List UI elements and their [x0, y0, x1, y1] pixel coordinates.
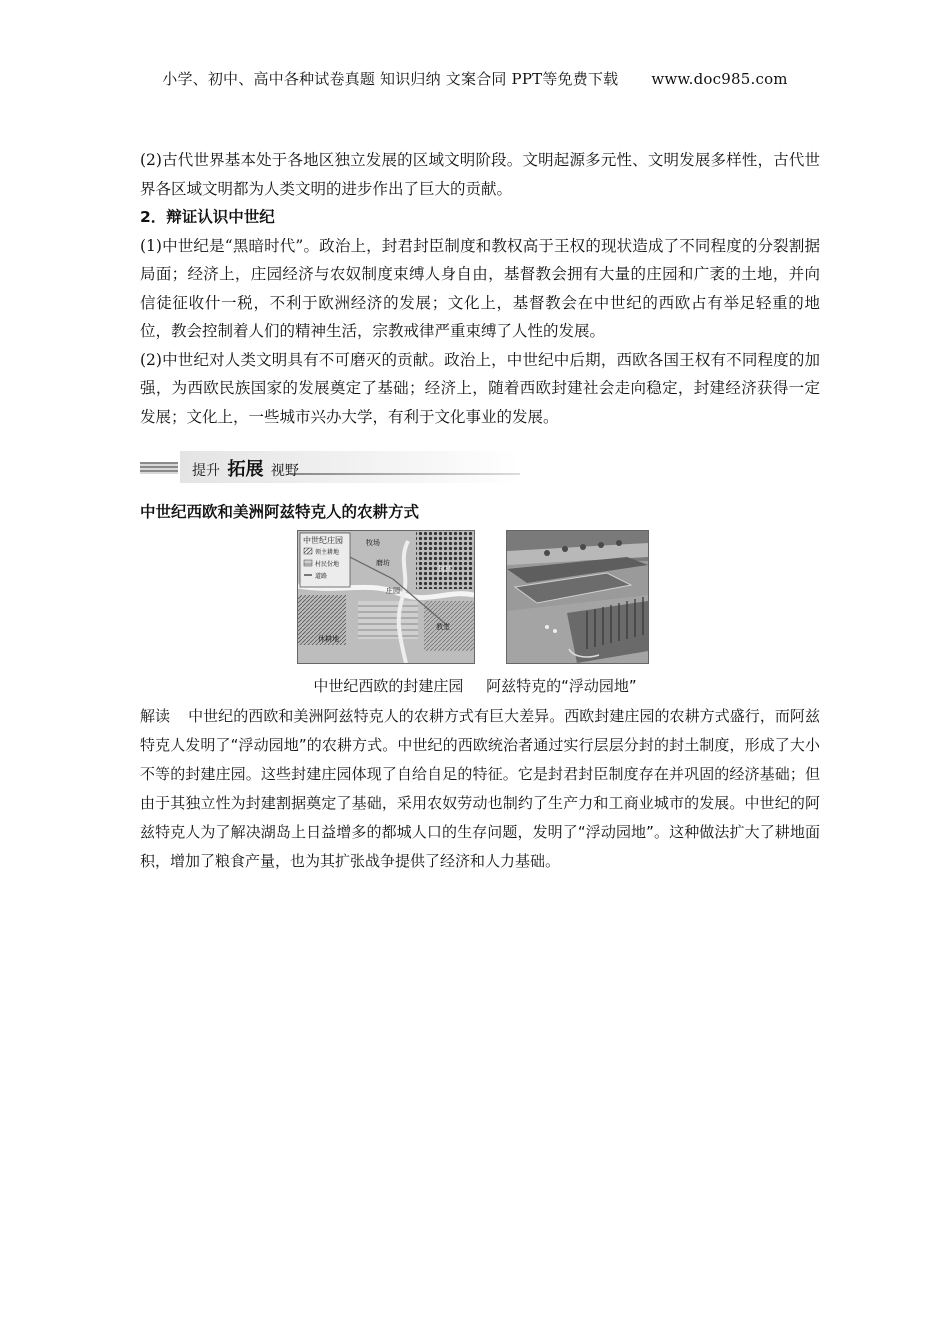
- banner-stripe-icon: [140, 462, 178, 474]
- manor-map-image: [297, 530, 475, 664]
- banner-underline: [290, 473, 520, 475]
- figure-captions: [0, 675, 950, 696]
- map-label-pasture: 牧场: [366, 539, 380, 547]
- floating-gardens-svg: [507, 531, 648, 663]
- legend-title: 中世纪庄园: [303, 536, 343, 545]
- heading-medieval: 2．辩证认识中世纪: [140, 208, 275, 226]
- banner-part1: 提升: [192, 463, 220, 479]
- main-body: [140, 146, 820, 431]
- reading-text: 中世纪的西欧和美洲阿兹特克人的农耕方式有巨大差异。西欧封建庄园的农耕方式盛行，而阿兹特克人发明了“浮动园地”的农耕方式。中世纪的西欧统治者通过实行层层分封的封土制度，形成了大小不等的封建庄园。这些封建庄园体现了自给自足的特征。它是封君封臣制度存在并巩固的经济基础；但由于其独立性为封建割据奠定了基础，采用农奴劳动也制约了生产力和工商业城市的发展。中世纪的阿兹特克人为了解决湖岛上日益增多的都城人口的生存问题，发明了“浮动园地”。这种做法扩大了耕地面积，增加了粮食产量，也为其扩张战争提供了经济和人力基础。: [140, 707, 820, 870]
- caption-floating-gardens: 阿兹特克的“浮动园地”: [486, 677, 637, 695]
- paragraph-ancient-world: (2)古代世界基本处于各地区独立发展的区域文明阶段。文明起源多元性、文明发展多样性，古代世界各区域文明都为人类文明的进步作出了巨大的贡献。: [140, 151, 820, 198]
- reading-paragraph: [140, 702, 820, 876]
- map-label-manor: 庄园: [386, 587, 400, 595]
- map-label-fallow: 休耕地: [318, 635, 339, 643]
- section-title: 中世纪西欧和美洲阿兹特克人的农耕方式: [140, 503, 420, 521]
- banner-part3: 视野: [270, 463, 299, 479]
- caption-manor: 中世纪西欧的封建庄园: [313, 677, 464, 695]
- legend-item-2: 村民份地: [315, 561, 340, 568]
- map-label-woods: 树林: [438, 565, 452, 573]
- map-label-church: 教堂: [436, 623, 450, 631]
- banner-part2: 拓展: [227, 459, 264, 480]
- header-site-url[interactable]: www.doc985.com: [651, 70, 788, 88]
- manor-map-svg: [298, 531, 474, 663]
- banner-text: [192, 455, 299, 481]
- floating-gardens-image: [506, 530, 649, 664]
- header-text: 小学、初中、高中各种试卷真题 知识归纳 文案合同 PPT等免费下载: [162, 70, 619, 88]
- reading-label: 解读: [140, 707, 171, 725]
- page-header: [0, 68, 950, 89]
- section-banner: [140, 451, 520, 483]
- map-label-mill: 磨坊: [376, 559, 390, 567]
- legend-item-3: 道路: [315, 573, 328, 580]
- legend-item-1: 领主耕地: [315, 549, 340, 556]
- paragraph-dark-ages: (1)中世纪是“黑暗时代”。政治上，封君封臣制度和教权高于王权的现状造成了不同程度的分裂割据局面；经济上，庄园经济与农奴制度束缚人身自由，基督教会拥有大量的庄园和广袤的土地，并向信徒征收什一税，不利于欧洲经济的发展；文化上，基督教会在中世纪的西欧占有举足轻重的地位，教会控制着人们的精神生活，宗教戒律严重束缚了人性的发展。: [140, 236, 820, 340]
- paragraph-contributions: (2)中世纪对人类文明具有不可磨灭的贡献。政治上，中世纪中后期，西欧各国王权有不同程度的加强，为西欧民族国家的发展奠定了基础；经济上，随着西欧封建社会走向稳定，封建经济获得一定发展；文化上，一些城市兴办大学，有利于文化事业的发展。: [140, 350, 820, 426]
